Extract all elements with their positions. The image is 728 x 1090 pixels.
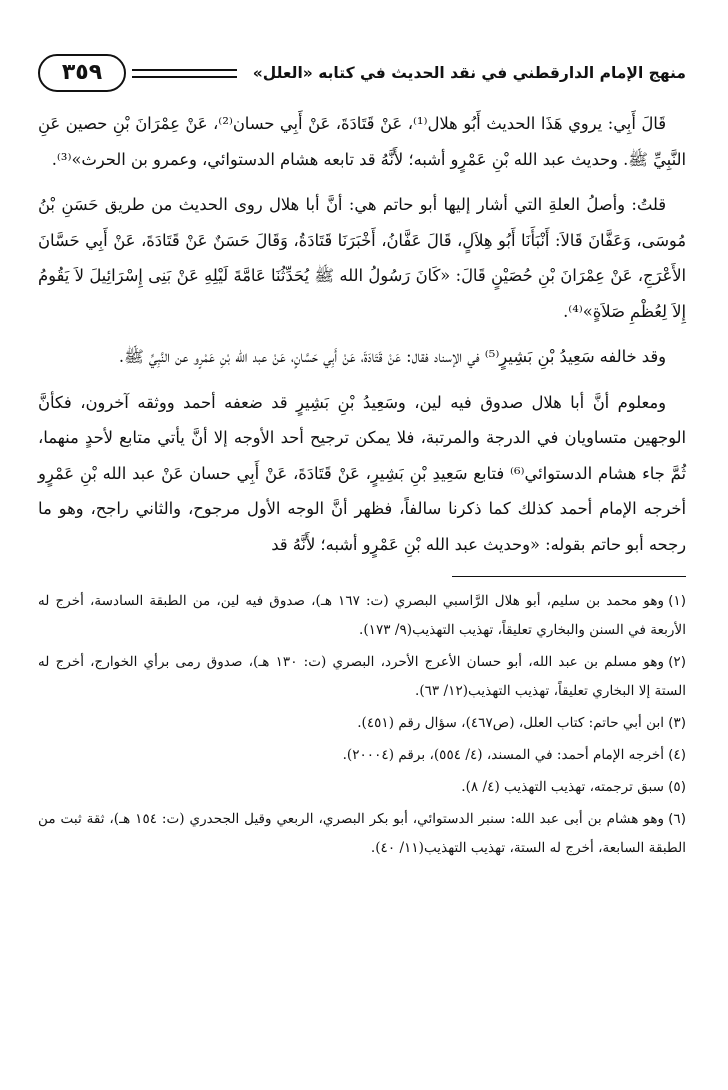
footnote-text: ابن أبي حاتم: كتاب العلل، (ص٤٦٧)، سؤال رقم (٤٥١). (357, 715, 665, 731)
paragraph-3: وقد خالفه سَعِيدُ بْنِ بَشِيرٍ⁽⁵⁾ في الإسناد فقال: عَنْ قَتَادَةَ، عَنْ أَبِي حَسَّانٍ، عَنْ عبد الله بْنِ عَمْرٍو عن النَّبِيِّ ﷺ. (118, 347, 666, 366)
footnotes (38, 587, 686, 863)
footnote-number: (١) (668, 593, 686, 609)
paragraph-2: قلتُ: وأصلُ العلةِ التي أشار إليها أبو حاتم هي: أنَّ أبا هلال روى الحديث من طريق حَسَنِ بْنُ مُوسَى، وَعَفَّانَ قَالاَ: أَنْبَأَنَا أَبُو هِلاَلٍ، قَالَ عَفَّانُ، أَخْبَرَنَا قَتَادَةُ، وَقَالَ حَسَنٌ عَنْ قَتَادَةَ، عَنْ أَبِي حَسَّانَ الأَعْرَجِ، عَنْ عِمْرَانَ بْنِ حُصَيْنٍ قَالَ: «كَانَ رَسُولُ الله ﷺ يُحَدِّثُنَا عَامَّةَ لَيْلِهِ عَنْ بَنِى إِسْرَائِيلَ لاَ يَقُومُ إِلاَ لِعُظْمِ صَلاَةٍ»⁽⁴⁾. (38, 195, 686, 321)
running-title: منهج الإمام الدارقطني في نقد الحديث في كتابه «العلل» (252, 64, 686, 82)
footnote-text: سبق ترجمته، تهذيب التهذيب (٤/ ٨). (461, 779, 665, 795)
footnote-number: (٦) (668, 811, 686, 827)
page-header (38, 48, 686, 98)
footnote-4 (38, 741, 686, 770)
footnote-1 (38, 587, 686, 645)
footnote-3 (38, 709, 686, 738)
footnote-text: وهو مسلم بن عبد الله، أبو حسان الأعرج الأحرد، البصري (ت: ١٣٠ هـ)، صدوق رمى برأي الخوارج، أخرج له الستة إلا البخاري تعليقاً، تهذيب التهذيب(١٢/ ٦٣). (38, 654, 686, 699)
header-rule (132, 69, 237, 78)
footnote-6 (38, 805, 686, 863)
footnote-number: (٥) (668, 779, 686, 795)
footnote-2 (38, 648, 686, 706)
body-text (38, 106, 686, 562)
footnote-text: وهو هشام بن أبى عبد الله: سنبر الدستوائي، أبو بكر البصري، الربعي وقيل الجحدري (ت: ١٥٤ هـ)، ثقة ثبت من الطبقة السابعة، أخرج له الستة، تهذيب التهذيب(١١/ ٤٠). (38, 811, 686, 856)
page-number: ٣٥٩ (38, 54, 126, 92)
footnote-text: وهو محمد بن سليم، أبو هلال الرَّاسبي البصري (ت: ١٦٧ هـ)، صدوق فيه لين، من الطبقة السادسة، أخرج له الأربعة في السنن والبخاري تعليقاً، تهذيب التهذيب(٩/ ١٧٣). (38, 593, 686, 638)
book-page (38, 48, 686, 1060)
footnote-number: (٤) (668, 747, 686, 763)
paragraph-1: قَالَ أَبِي: يروي هَذَا الحديث أَبُو هلال⁽¹⁾، عَنْ قَتَادَةَ، عَنْ أَبِي حسان⁽²⁾، عَنْ عِمْرَانَ بْنِ حصين عَنِ النَّبِيِّ ﷺ. وحديث عبد الله بْنِ عَمْرٍو أشبه؛ لأَنَّهُ قد تابعه هشام الدستوائي، وعمرو بن الحرث»⁽³⁾. (38, 114, 686, 169)
footnote-number: (٣) (668, 715, 686, 731)
footnote-number: (٢) (668, 654, 686, 670)
paragraph-4: ومعلوم أنَّ أبا هلال صدوق فيه لين، وسَعِيدُ بْنِ بَشِيرٍ قد ضعفه أحمد ووثقه آخرون، فكأنَّ الوجهين متساويان في الدرجة والمرتبة، فلا يمكن ترجيح أحد الأوجه إلا أنَّ يأتي متابع لأحدٍ منهما، ثُمَّ جاء هشام الدستوائي⁽⁶⁾ فتابع سَعِيدِ بْنِ بَشِيرٍ، عَنْ قَتَادَةَ، عَنْ أَبِي حسان عَنْ عبد الله بْنِ عَمْرٍو أخرجه الإمام أحمد كذلك كما ذكرنا سالفاً، فظهر أنَّ الوجه الأول مرجوح، والثاني راجح، وهو ما رجحه أبو حاتم بقوله: «وحديث عبد الله بْنِ عَمْرٍو أشبه؛ لأَنَّهُ قد (38, 392, 686, 554)
footnote-5 (38, 773, 686, 802)
footnote-separator (452, 576, 686, 577)
footnote-text: أخرجه الإمام أحمد: في المسند، (٤/ ٥٥٤)، برقم (٢٠٠٠٤). (342, 747, 665, 763)
